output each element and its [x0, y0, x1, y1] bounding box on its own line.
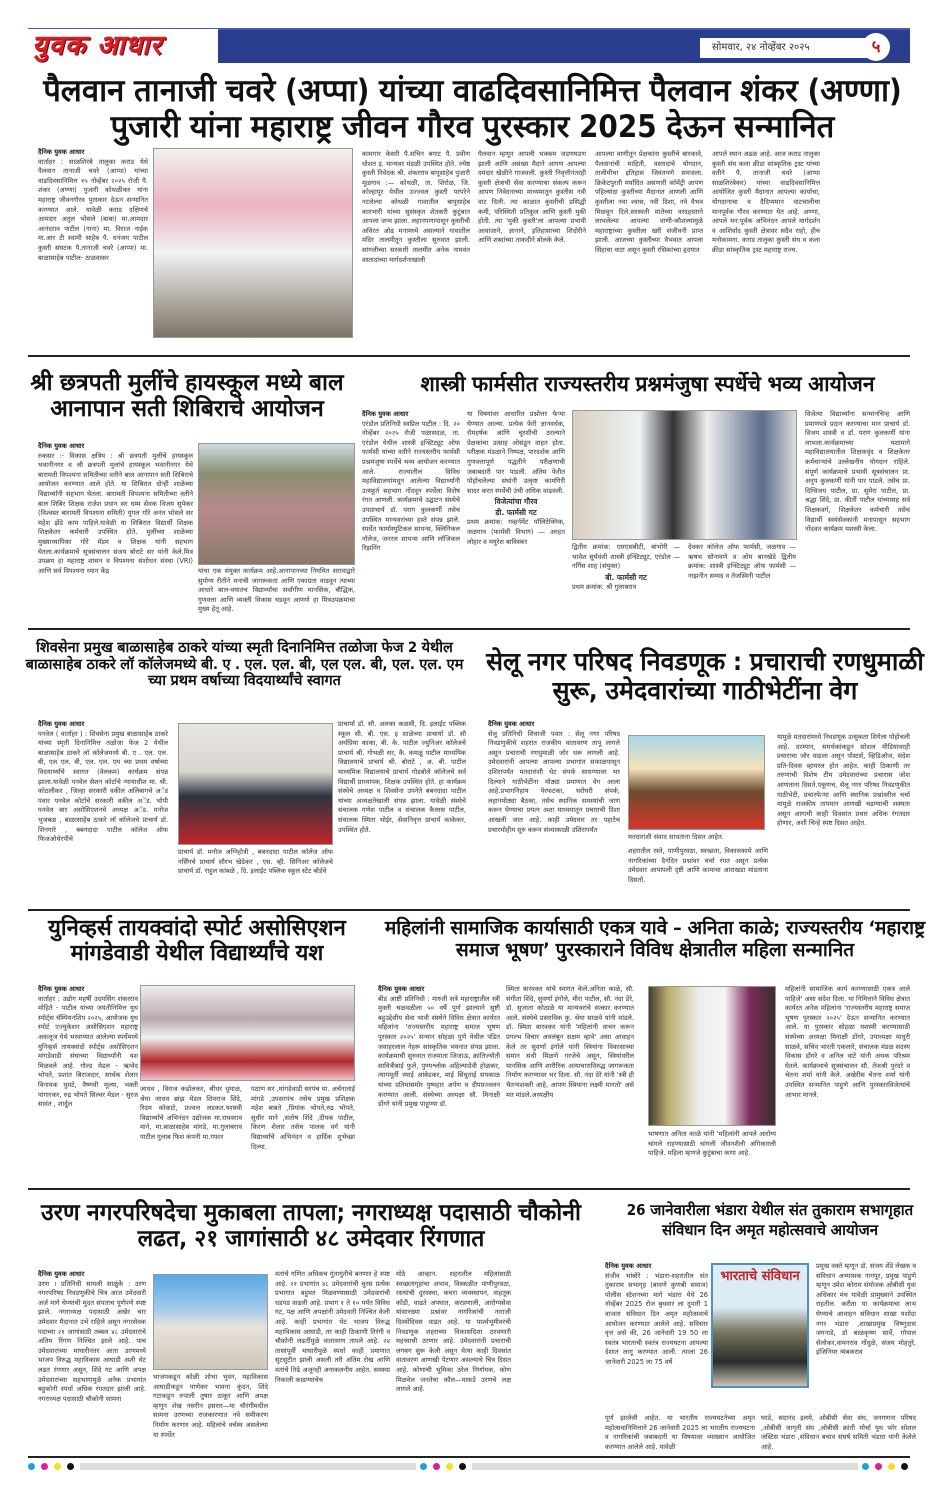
story7-speech-photo [648, 986, 776, 1126]
story5-source: दैनिक युवक आधार [488, 720, 535, 728]
story9-wide1: पूर्ण झालेली आहेत. या भारतीय राज्यघटनेच्या अमृत महोत्सवानिमित्ताने 26 जानेवारी 2025 ला भारतीय राज्यघटना व नागरिकांची जबाबदारी या विषयावर व्याख्यान आयोजित करण्यात आलेले आहे. यावेळी [605, 1414, 755, 1451]
story2-source: दैनिक युवक आधार [38, 442, 85, 450]
story8-col2: भाजपकडून कोळी शोभा भुवन, महाविकास आघाडीकडून पाणेकर भावना कुंदन, शिंदे गटाकडून रुपाली तुषार ठाकूर आणि अपक्ष म्हणून शेख नसरीन इसरार—या चौरंगीमधील सामना उरणच्या राजकारणात नवे समीकरण निर्माण करणार आहे. महिलांचे वर्चस्व असलेल्या या स्पर्धेत [153, 1373, 268, 1439]
story6-headline: युनिव्हर्स तायक्वांदो स्पोर्ट असोसिएशन मांगडेवाडी येथील विद्यार्थ्यांचे यश [48, 916, 346, 967]
story6-col2: जाधव , विराज कढोलकर, श्रीधर धुमाळ, श्रेया जाधव ब्रांझ मेडल शिवराज शिंदे, रिदम कोकाटे, प्रज्वल लडकत.यशस्वी विद्यार्थ्यांचे अभिनंदन उद्योजक मा.राघवराव माने, मा.बाळासाहेब मांगडे, मा.गुलाबराव पाटील गुलाब फिश कंपनी मा.गफार [140, 1085, 242, 1141]
book-title: भारताचे संविधान [720, 1269, 800, 1284]
story1-source: दैनिक युवक आधार [38, 148, 85, 156]
story1-col5: आपले स्थान अढळ आहे. आज कराड तालुका कुस्ती संघ कला क्रीडा सांस्कृतिक ट्रस्ट यांच्या वतीने पै. तानाजी चवरे (आप्पा साळशिरंबेकर) यांच्या वाढदिवसानिमित्त आयोजित कुस्ती मैदानात आपल्या कार्याचा, योगदानाचा व दैदिप्यमान वाटचालीचा मानपूर्वक गौरव करण्यात येत आहे. अण्णा, आपले मन:पूर्वक अभिनंदन आपले मार्गदर्शन व आशिर्वाद कुस्ती क्षेत्रावर सदैव राहो, हीच मनोकामना. कराड तालुका कुस्ती संघ व कला क्रीडा सांस्कृतिक ट्रस्ट महाराष्ट्र राज्य. [712, 150, 820, 254]
grey-bar [472, 1463, 858, 1470]
story8-col1 [38, 1270, 146, 1450]
story6-team-photo [140, 985, 355, 1081]
footer-rule [28, 1456, 910, 1458]
story7-col1-text: बीड आष्टी प्रतिनिधी : मारुती सत्रे महाराष्ट्रातील स्त्री मुक्ती चळवळीला ५० वर्षे पूर्ण झाल्याने सुष्टी बहुउद्देशीय सेवा भावी संस्थेने विविध क्षेत्रात कार्यरत महिलांना 'राज्यस्तरीय महाराष्ट्र समाज भूषण पुरस्कार २०२५' सन्मान सोहळा पुणे येथील पंडित जवाहरलाल नेहरू सांस्कृतिक भवनात संपन्न झाला. कार्यक्रमाची सुरुवात राजमाता जिजाऊ, क्रांतिज्योती सावित्रीबाई फुले, पुण्यश्लोक अहिल्यादेवी होळकर, त्यागमूर्ती रमाई आंबेडकर, माई सिंधुताई सपकाळ यांच्या प्रतिमांसमोर पुष्पहार अर्पण व दीपप्रज्वलन करण्यात आली. संस्थेच्या अध्यक्षा सौ. मिनाक्षी डोंगरे यांनी प्रमुख पाहुण्या डॉ. [378, 994, 500, 1109]
cap1b-text: प्रथम क्रमांक: श्री गुलाबराव [572, 582, 637, 591]
story8-col4: मोठे आव्हान. शहरातील महिलांसाठी स्वच्छतागृहांचा अभाव, विस्कळीत पाणीपुरवठा, रस्त्यांची दुरवस्था, कचरा व्यवस्थापन, वाहतूक कोंडी, वाढते अपघात, करप्रणाली, आरोग्यसेवा यांसारख्या प्रश्नांवर नागरिकांची नाराजी दिवसेंदिवस वाढत आहे. या पार्श्वभूमीवरची निवडणूक शहराच्या विकासदिशा ठरवणारी महत्त्वाची ठरणार आहे. उमेदवारांनी प्रचाराची लगबग सुरू केली असून येत्या काही दिवसांत वातावरण आणखी पेटणार असल्याचे चित्र दिसत आहे. कोणाची भूमिका ठरेल निर्णायक, कोण मिळवेल जनतेचा कौल—याकडे उरणचे लक्ष लागले आहे. [396, 1270, 511, 1394]
divider [28, 909, 910, 911]
black-dot [901, 1463, 908, 1470]
issue-date: सोमवार, २४ नोव्हेंबर २०२५ [700, 38, 872, 58]
story5-caption: मतदारांशी संवाद साधताना दिसत आहेत. [628, 833, 724, 841]
story4-col1 [38, 720, 168, 905]
story9-headline: 26 जानेवारीला भंडारा येथील संत तुकाराम सभागृहात संविधान दिन अमृत महोत्सवाचे आयोजन [626, 1201, 914, 1240]
story8-source: दैनिक युवक आधार [38, 1270, 85, 1278]
dpharm-subhead: डी. फार्मसी गट [495, 508, 537, 518]
story1-col2: कामगार केसरी पै.सचिन बगाट पै. प्रवीण धोशत इ. मान्यवर मंडळी उपस्थित होते. ज्येष्ठ कुस्ती निवेदक श्री. शंकरराव बापूसाहेब पुजारी मूळगाव :— कोथळी, ता. शिरोळ, जि. कोल्हापूर येथील उज्ज्वल कुस्ती परंपरेने नटलेल्या कोथळी गावातील बापूसाहेब कारभारी यांच्या सुसंस्कृत शेतकरी कुटुंबात आपला जन्म झाला. लहानपणापासून कुस्तीची अविरत ओढ मनामध्ये असल्याने गावातील मंदिर तालमीतून कुस्तीला सुरुवात झाली. सांगलीच्या सरकारी तालमीत अनेक नामवंत वस्तादांच्या मार्गदर्शनाखाली [362, 150, 470, 264]
story2-body [38, 442, 193, 624]
story3-col4: विजेत्या विद्यार्थ्यांना सन्मानचिन्ह आणि प्रमाणपत्रे प्रदान करण्याचा मान प्राचार्य डॉ. विजय शास्त्री व डॉ. पराग कुलकर्णी यांना लाभला.कार्यक्रमाच्या यशामागे महाविद्यालयातील शिक्षकवृंद व शिक्षकेतर कर्मचाऱ्यांचे उल्लेखनीय योगदान राहिले. संपूर्ण कार्यक्रमाचे प्रभावी सूत्रसंचालन प्रा. अनुप कुलकर्णी यांनी पार पाडले. तसेच प्रा. दिग्विजय पाटील, प्रा. सुमेरा पाटील, प्रा. श्रद्धा शिंदे, प्रा. कीर्ती पाटील यांच्यासह सर्व शिक्षकवर्ग, शिक्षकेतर कर्मचारी तसेच विद्यार्थी स्वयंसेवकांनी मनापासून सहभाग नोंदवत कार्यक्रम यशस्वी केला. [805, 410, 910, 534]
story4-caption: प्राचार्य डॉ. मनोज अग्निहोत्री , बबनदादा पाटील कॉलेज ऑफ नर्सिंगचे प्राचार्य सौरभ खेडेकर , एस. व्ही. सिनिअर कॉलेजचे प्राचार्य डॉ. राहुल कांबळे , दि. इलाईट पब्लिक स्कूल स्टेट बोर्डचे [178, 848, 333, 876]
divider [28, 1188, 910, 1190]
story2-camp-photo [198, 443, 355, 565]
story2-body-text: रुकसर :- विकास क्षत्रिय : श्री छत्रपती मुलींचे हायस्कूल भवानीनगर व श्री छत्रपती मुलांचे हायस्कूल भवानीनगर येथे बारामती विपश्यना समितीच्या वतीने बाल आनापान सती शिबिराचे आयोजन करण्यात आले होते. या शिबिरात दोन्ही शाळेच्या विद्यार्थ्यांनी सहभाग घेतला. बारामती विपश्यना समितीच्या वतीने बाल शिबिर शिक्षक राजेश प्रधान सर धम्म सेवक विजय सुपेकर (विश्वस्त बारामती विपश्यना समिती) युगल गोरे अनंत भोसले सर महेश झेंडे काम पाहिले.यावेळी या शिबिरात विद्यार्थी शिक्षक शिक्षकेतर कर्मचारी उपस्थित होते. मुलींच्या शाळेच्या मुख्याध्यापिका गोरे मॅडम व शिक्षक यांनी सहभाग घेतला.कार्यक्रमाचे सूत्रसंचालन संजय बोराटे सर यांनी केले.मित्र उपक्रम हा महाराष्ट्र शासन व विपश्यना संशोधन संस्था (VRI) आणि सर्व विपश्यना ध्यान केंद्र [38, 451, 193, 575]
newspaper-logo: युवक आधार [28, 29, 218, 63]
story3-headline: शास्त्री फार्मसीत राज्यस्तरीय प्रश्नमंजुषा स्पर्धेचे भव्य आयोजन [420, 372, 875, 396]
story5-col2: शहरातील रस्ते, पाणीपुरवठा, स्वच्छता, विकासकामे आणि नागरिकांच्या दैनंदिन प्रश्नांवर चर्चा रंगत असून प्रत्येक उमेदवार आपापली दृष्टी आणि कामाचा आराखडा मांडताना दिसतो. [628, 847, 768, 884]
story2-headline: श्री छत्रपती मुलींचे हायस्कूल मध्ये बाल आनापान सती शिबिराचे आयोजन [30, 370, 344, 423]
registration-strip [28, 1463, 910, 1470]
divider [28, 628, 910, 630]
story3-prize-photo [572, 410, 797, 540]
story9-source: दैनिक युवक आधार [605, 1262, 652, 1270]
story8-col1-text: उरण । प्रतिनिधी सायली साळुंके : उरण नगरपरिषद निवडणुकीचे चित्र आज उमेदवारी अर्ज मागे घेण्याची मुदत संपताच पूर्णपणे स्पष्ट झाले. नगराध्यक्ष पदासाठी अखेर चार उमेदवार मैदानात उभे राहिले असून नगरसेवक पदाच्या २१ जागांसाठी तब्बल ४८ उमेदवारांचे अंतिम रिंगण निश्चित झाले आहे. पाच उमेदवारांच्या माघारीनंतर आता उरणमध्ये भाजप विरुद्ध महाविकास आघाडी अशी थेट लढत रंगणार असून, शिंदे गट आणि अपक्ष उमेदवारांच्या सहभागामुळे अनेक प्रभागांत बहुकोनी स्पर्धा अधिक रंगतदार झाली आहे. नगराध्यक्ष पदासाठी चौकोनी सामना [38, 1279, 146, 1403]
yellow-dot [446, 1463, 453, 1470]
black-dot [459, 1463, 466, 1470]
story6-col3: पठाण सर ,मांगडेवाडी सरपंच मा. अर्चनाताई मांगडे ,उपसरपंच तसेच प्रमुख प्रशिक्षक महेश बाबते ,प्रियांक भोपते,रुद्र भोपते, सुधीर माने ,संतोष शिंदे ,दीपक पाटील, किरण शेलार तसेच पालक वर्ग यांनी विद्यार्थ्यांचे अभिनंदन व हार्दिक शुभेच्छा दिल्या. [251, 1085, 355, 1151]
cyan-dot [862, 1463, 869, 1470]
story3-caption-right: देवकर कॉलेज ऑफ फार्मसी, जळगाव — ऋषभ सोनावणे व ओम बानखेडे द्वितीय क्रमांक: शास्त्री इन्स्टिट्यूट ऑफ फार्मसी — नाझनीन सय्यद व तेजस्विनी पाटील [688, 543, 796, 580]
story1-col3: पैलवान म्हणून आपली भक्कम जडणघडण झाली आणि असंख्य मैदाने आपण आपल्या दमदार खेळीने गाजवली. कुस्ती निवृत्तीनंतरही कुस्ती क्षेत्राची सेवा करण्याचा संकल्प करून आपण निवेदनाच्या माध्यमातून कुस्तीस नवी वाट दिली. त्या काळात कुस्तीची प्रसिद्धी कमी, परिस्थिती प्रतिकूल आणि कुस्ती मुकी होती. त्या 'मुकी कुस्ती'ला आपल्या प्रभावी आवाजाने, ज्ञानाने, इतिहासाच्या शिदोरीने आणि शब्दांच्या ताकदीने बोलके केले. [478, 150, 586, 245]
cyan-dot [420, 1463, 427, 1470]
cap1-text: द्वितीय क्रमांक: एसएसबीटी, बांभोरी — भावेश सूर्यवंशी शास्त्री इन्स्टिट्यूट, एरंडोल — नर्गिस शाह (संयुक्त) [572, 543, 680, 571]
black-dot [67, 1463, 74, 1470]
winners-subhead: विजेत्यांचा गौरव [494, 497, 538, 507]
story3-col2 [467, 410, 565, 625]
story7-source: दैनिक युवक आधार [378, 985, 425, 993]
story1-headline: पैलवान तानाजी चवरे (अप्पा) यांच्या वाढदिवसानिमित्त पैलवान शंकर (अण्णा) पुजारी यांना महाराष्ट्र जीवन गौरव पुरस्कार 2025 देऊन सन्मानित [43, 73, 902, 145]
story1-award-photo [153, 148, 353, 338]
story5-col3: यामुळे मतदारांमध्ये निवडणूक उत्सुकता शिगेला पोहोचली आहे. दरम्यान, समर्थकांकडून सोशल मीडियावरही प्रचाराचा जोर वाढला असून पोस्टर्स, व्हिडिओज, संदेश प्रति-दिवस व्हायरल होत आहेत. काही ठिकाणी तर तरुणांची विशेष टीम उमेदवारांच्या प्रचारास जोश आणताना दिसते.एकूणच, सेलू नगर परिषद निवडणुकीत गाठीभेटी, प्रचारफेऱ्या आणि स्थानिक प्रश्नांवरील चर्चा यामुळे राजकीय तापमान आणखी चढण्याची शक्यता असून आगामी काही दिवसांत प्रचार अधिक रंगतदार होणार, अशी चिन्हे स्पष्ट दिसत आहेत. [777, 733, 910, 828]
magenta-dot [433, 1463, 440, 1470]
story7-headline: महिलांनी सामाजिक कार्यासाठी एकत्र यावे – अनिता काळे; राज्यस्तरीय ‘महाराष्ट्र समाज भूषण’ पुरस्काराने विविध क्षेत्रातील महिला सन्मानित [384, 917, 926, 961]
story5-col1-text: सेलू प्रतिनिधी शिवाजी पवार : सेलू नगर परिषद निवडणुकीचे शहरात राजकीय वातावरण तापू लागले असून प्रचाराची रणधुमाळी जोर धरू लागली आहे. उमेदवारांनी आपल्या आपल्या प्रभागांत सकाळपासून उशिरापर्यंत मतदारांशी थेट संपर्क साधण्यावर भर दिल्याने गाठीभेटींना मोठ्या प्रमाणात वेग आला आहे.प्रभागनिहाय पेरफटका, घरोघरी संपर्क, लहानमोठ्या बैठका, तसेच स्थानिक समस्यांची जाण करून घेण्याचा प्रयत्न अशा माध्यमातून प्रचाराची दिशा आखली जात आहे. काही उमेदवार तर पहाटेच प्रचारमोहीम सुरु करून संध्याकाळी उशिरापर्यंत [488, 729, 620, 834]
story4-source: दैनिक युवक आधार [38, 720, 85, 728]
constitution-book-image [711, 1263, 809, 1388]
story3-caption-left [572, 543, 680, 625]
story2-caption: यांचा एक संयुक्त कार्यक्रम आहे.आनापानच्या नियमित सरावाद्वारे सुयोग्य रीतीने मनाची जागरूकता आणि एकाग्रता वाढवून त्याच्या आधारे बाल-वयातच विद्यार्थ्यांचा सर्वांगीण मानसिक, बौद्धिक, गुणवत्ता आणि व्यक्ती विकास घडवून आणणे हा मित्रउपक्रमाचा मुख्य हेतू आहे. [198, 567, 355, 614]
story8-headline: उरण नगरपरिषदेचा मुकाबला तापला; नगराध्यक्ष पदासाठी चौकोनी लढत, २१ जागांसाठी ४८ उमेदवार रिंगणात [41, 1200, 581, 1253]
story4-col1-text: पनवेल ( वार्ताहर ) : शिवसेना प्रमुख बाळासाहेब ठाकरे यांच्या स्मृती दिनानिमित्त तळोजा फेज 2 येथील बाळासाहेब ठाकरे लॉ कॉलेजमध्ये बी. ए . एल. एल. बी, एल एल. बी, एल. एल. एम च्या प्रथम वर्षाच्या विदयार्थ्यांचे स्वागत (वेलकम) कार्यक्रम संपन्न झाला.यावेळी पनवेल सेशन कोर्टाचे न्यायाधीश मा. श्री. कोठलीकर , जिल्हा सरकारी वकील अलिबागचे अॅड पवार पनवेल कोर्टाचे सरकारी वकील अॅड. भोपी पनवेल बार असोसिएशनचे अध्यक्ष अॅड. मनोज भुजबळ , बाळासाहेब ठाकरे लॉ कॉलेजचे प्राचार्य डॉ. शिनगारे , बबनदादा पाटील कॉलेज ऑफ फिजओथेरपीचे [38, 729, 168, 844]
story6-col1 [38, 985, 138, 1185]
story5-col1 [488, 720, 620, 905]
page-number: ५ [862, 33, 890, 61]
divider [28, 355, 910, 357]
story5-cartoon-image [628, 735, 765, 830]
story1-col1 [38, 148, 148, 348]
cyan-dot [28, 1463, 35, 1470]
story9-col2: प्रमुख वक्ते म्हणून डॉ. संजय शेंडे लेखक व संविधान अभ्यासक नागपूर, प्रमुख पाहुणे म्हणून उमेश कोराम संयोजक ओबीसी युवा अधिकार मंच यावेळी प्रामुख्याने उपस्थित राहतील. करीता या कार्यक्रमाचा लाभ घेण्याचे आवाहन संविधान शाखा यशोदा नगर भंडारा ,शाखाप्रमुख विष्णुदास जगनाडे, डॉ बाळकृष्ण सार्वे, गोपाल सेलोकर,वामनराव गोंधुळे, संजय मोहतुरे, इंजिनियर त्र्यंबकराव [816, 1262, 916, 1357]
bpharm-subhead: बी. फार्मसी गट [605, 572, 647, 582]
story8-building-photo [153, 1274, 268, 1370]
grey-bar [80, 1463, 417, 1470]
yellow-dot [54, 1463, 61, 1470]
story4-headline: शिवसेना प्रमुख बाळासाहेब ठाकरे यांच्या स्मृती दिनानिमित्त तळोजा फेज 2 येथील बाळासाहेब ठाकरे लॉ कॉलेजमध्ये बी. ए . एल. एल. बी, एल एल. बी, एल. एल. एम च्या प्रथम वर्षाच्या विदयार्थ्यांचे स्वागत [25, 640, 464, 690]
yellow-dot [888, 1463, 895, 1470]
story6-col1-text: वार्ताहर : उद्योग महर्षी उदयसिंग शंकरराव मोहिते - पाटील यांच्या जयंतीनिमित्त युथ स्पोर्ट्स चॅम्पियनशिप २०२५, आयोजक युथ स्पोर्ट एज्युकेशन असोसिएशन महाराष्ट्र अकलूज येथे भरवण्यात आलेल्या स्पर्धेमध्ये युनिव्हर्स तायक्वांदो स्पोर्ट्स असोसिएशन मांगडेवाडी संघाच्या विद्यार्थ्यांनी यश मिळवले आहे. गोल्ड मेडल - ऋग्वेद भोपते, प्रशांत बिराजदार, सार्थक शेलार विनायक घुमटे, वैष्णवी मूल्या, भक्ती पांगारकर, रुद्र भोपते सिल्वर मेडल - सुरज सावंत , शार्दुल [38, 994, 138, 1109]
story3-col1 [362, 410, 460, 625]
story7-col1 [378, 985, 500, 1185]
story7-caption: भाषणात अनिता काळे यांनी 'महिलांनी आपले आरोग्य चांगले राहण्यासाठी चांगली जीवनशैली अंगिकारली पाहिजे. महिला म्हणजे कुटुंबाचा कणा आहे. [648, 1130, 776, 1158]
story3-col1-text: एरंडोल प्रतिनिधी स्वप्निल पाटील : दि. २० नोव्हेंबर २०२५ रोजी पळासदळ, ता. एरंडोल येथील शास्त्री इन्स्टिट्यूट ऑफ फार्मसी यांच्या वतीने राज्यस्तरीय फार्मसी प्रश्नमंजुषा स्पर्धेचे भव्य आयोजन करण्यात आले. राज्यातील विविध महाविद्यालयांमधून आलेल्या विद्यार्थ्यांनी उत्स्फूर्त सहभाग नोंदवून स्पर्धेला विशेष रंगत आणली. कार्यक्रमाचे उद्घाटन संस्थेचे उपप्राचार्य डॉ. पराग कुलकर्णी तसेच उपस्थित मान्यवरांच्या हस्ते संपन्न झाले. स्पर्धेत फार्मास्युटिकल सायन्स, क्लिनिकल नॉलेज, जनरल सायन्स आणि लॉजिकल रिझनिंग [362, 419, 460, 553]
magenta-dot [875, 1463, 882, 1470]
story7-col4: महिलांनी सामाजिक कार्य करण्यासाठी एकत्र आले पाहिजे' असा संदेश दिला. या निमित्ताने विविध क्षेत्रात कार्यरत अनेक महिलांना 'राज्यस्तरीय महाराष्ट्र समाज भूषण पुरस्कार २०२५' देऊन सन्मानित करण्यात आले. या पुरस्कार सोहळा यशस्वी करण्यासाठी संस्थेच्या अध्यक्षा मिनाक्षी डोंगरे, उपाध्यक्षा माधुरी साळवे, सचिव भारती एकलारे, संचालक मंडळ सदस्य विकास डोंगरे व अनिल वाटे यांनी अथक परिश्रम घेतले. कार्यक्रमाचे सूत्रसंचालन सौ. तेजश्री पुरंदरे व चेतना शर्मा यांनी केले. अखेरीस चेतना शर्मा यांनी उपस्थित सन्मानित पाहुणे आणि पुरस्कारविजेत्यांचे आभार मानले. [785, 985, 910, 1099]
story1-col1-text: वार्ताहर : साळशिरंबे तालुका कराड येथे पैलवान तानाजी चवरे (आप्पा) यांच्या वाढदिवसानिमित्त १५ नोव्हेंबर २०२५ रोजी पै. शंकर (अण्णा) पुजारी कोथळीकर यांना महाराष्ट्र जीवनगौरव पुरस्कार देऊन सन्मानित करण्यात आले. यावेळी कराड दक्षिणचे आमदार अतुल भोसले (बाबा) मा.आमदार आनंदराव पाटील (नाना) मा. विराज नाईक मा.आर टी स्वामी साहेब पै. धनंजय पाटील कुस्ती संघटक पै.तानाजी चवरे (आप्पा) मा. बाळासाहेब पाटील- ठाळवाकर [38, 157, 148, 262]
story9-col1-text: संजीव भांबोरे : भंडारा-शहरातील संत तुकाराम सभागृह (बावणे कुणबी समाज) पोलीस स्टेशनच्या मागे भंडारा येथे 26 नोव्हेंबर 2025 रोज बुधवार ला दुपारी 1 वाजता संविधान दिन अमृत महोत्सवाचे आयोजन करण्यात आलेले आहे. सविस्तर वृत्त असे की, 26 जानेवारी 19 50 ला स्वतंत्र भारताची स्वतंत्र राज्यघटना आपल्या देशात लागू करण्यात आली. त्याला 26 जानेवारी 2025 ला 75 वर्षे [605, 1271, 708, 1366]
story4-col3: प्राचार्या डॉ. सौ. अलका कळसी, दि. इलाईट पब्लिक स्कूल सी. बी. एस. इ शाळेच्या प्राचार्या डॉ. सौ अर्थप्रिया काका, बी. के. पाटील ज्युनिअर कॉलेजचे प्राचार्य श्री. गोभळी सर, कै. कमळू पाटील माध्यमिक विद्यालयाचे प्राचार्य श्री. बोराटे , अ. बी. पाटील माध्यमिक विद्यालयाचे प्राचार्य गोडबोले कॉलेजचे सर्व विद्यार्थी प्राध्यापक, शिक्षक उपस्थित होते. हा कार्यक्रम संस्थेचे अध्यक्ष व शिवसेना उपनेते बबनदादा पाटील यांच्या अध्यक्षतेखाली संपन्न झाला. यावेळी संस्थेचे संचालक गणेश पाटील व संचालक कैलास पाटील, संचालक स्मिता भोईर, सेवानिवृत्त प्राचार्य काकेकर, उपस्थित होते. [338, 720, 466, 834]
magenta-dot [41, 1463, 48, 1470]
story3-source: दैनिक युवक आधार [362, 410, 409, 418]
story9-col1 [605, 1262, 708, 1412]
story6-source: दैनिक युवक आधार [38, 985, 85, 993]
story5-headline: सेलू नगर परिषद निवडणूक : प्रचाराची रणधुमाळी सुरू, उमेदवारांच्या गाठीभेटींना वेग [486, 647, 924, 705]
story8-col3: मतांचे गणित अधिकच गुंतागुंतीचे बनणार हे स्पष्ट आहे. २१ प्रभागांत ४८ उमेदवारांची चुरस प्रत्येक प्रभागात बहुमत मिळवण्यासाठी उमेदवारांची धडपड वाढली आहे. प्रभाग १ ते १० पर्यंत विविध गट, पक्ष आणि अपक्षांनी उमेदवारी निश्चित केली आहे. काही प्रभागांत थेट भाजप विरुद्ध महाविकास आघाडी, तर काही ठिकाणी तिरंगी व चौकोनी लढतींमुळे वातावरण तापले आहे. २४ तासांपूर्वी माघारीमुळे स्पर्धा काही प्रमाणात सुटसुटीत झाली असली तरी अंतिम रोख आणि मतांचे तिढे अजूनही अनाकलनीय आहेत. समस्या निकाली काढण्याचेच [275, 1270, 390, 1384]
story3-col2-text: या विषयांवर आधारित प्रश्नोत्तर फेऱ्या घेण्यात आल्या. प्रत्येक फेरी ज्ञानवर्धक, रोमहर्षक आणि चुरशीची ठरल्याने प्रेक्षकांचा उत्साह ओसंडून वाहत होता. परीक्षक मंडळाने निष्पक्ष, पारदर्शक आणि गुणवत्तापूर्ण पद्धतीने परीक्षणाची जबाबदारी पार पाडली. अंतिम फेरीत पोहोचलेल्या संघांनी उत्कृष्ट कामगिरी सादर करत स्पर्धेची उंची अधिक वाढवली. [467, 410, 565, 495]
story7-col2: स्मिता बारवकर यांचे स्वागत केले.अनिता काळे, सौ. संगीता शिंदे, सुवर्णा इंगोले, मीरा पाटील, सौ. नंदा डेरे, डॉ. सुजाता कोठाळे या मान्यवरांचे सत्कार करण्यात आले. संस्थेचे प्रस्ताविक कु. श्रेया साळवे यांनी मांडले. डॉ. स्मिता बारवकर यांनी 'महिलांनी वाचन करून प्रगल्भ विचार अवलंबून सक्षम व्हावे' असा आवाहन केले तर सुवर्णा इंगोले यांनी स्त्रियांना विकासाच्या समान संधी मिळणे गरजेचे असून, स्त्रियांवरील मानसिक आणि शारीरिक अत्याचाराविरुद्ध जागरूकता निर्माण करण्यावर भर दिला. सौ. नंदा डेरे यांनी 'स्त्री ही चैतन्यशक्ती आहे, आपण स्त्रियांना लक्ष्मी मानतो' असे मत मांडले.अध्यक्षीय [506, 985, 634, 1099]
story9-wide2: घरडे, सदानंद इलमे, ओबीसी सेवा संघ, जनगणना परिषद ,ओबीसी जागृती संघ ,ओबीसी क्रांती मोर्चा युथ फॉर सोशल जस्टिस भंडारा ,संविधान बचाव संघर्ष समिती भंडारा यांनी केलेले आहे. [761, 1414, 916, 1451]
story4-event-photo [178, 723, 333, 845]
story3-col2b-text: प्रथम क्रमांक: गव्हर्नमेंट पॉलिटेक्निक, जळगाव (फार्मसी विभाग) — अरहत लोहार व मयुरेश बाविस्कर [467, 518, 565, 546]
story1-col4: आपल्या वाणीतून प्रेक्षकांना कुस्तीचे बारकावे, पैलवानांची माहिती, वस्तादांचे योगदान, तालीमीचा इतिहास जिवंतपणे समजला. क्रिकेटपुरती मर्यादित असणारी कॉमेंट्री आपण पहिल्यांदा कुस्तीच्या मैदानात आणली आणि कुस्तीला नवा श्वास, नवी दिशा, नवे वैभव मिळवून दिले.सरस्वती मातेच्या वरदहस्ताने लाभलेल्या आपल्या वाणी-कौशल्यामुळे महाराष्ट्राच्या कुस्तीला खरी संजीवनी प्राप्त झाली. आजच्या कुस्तीच्या वैभवात आपला सिंहाचा वाटा असून कुस्ती रसिकांच्या हृदयात [595, 150, 703, 254]
